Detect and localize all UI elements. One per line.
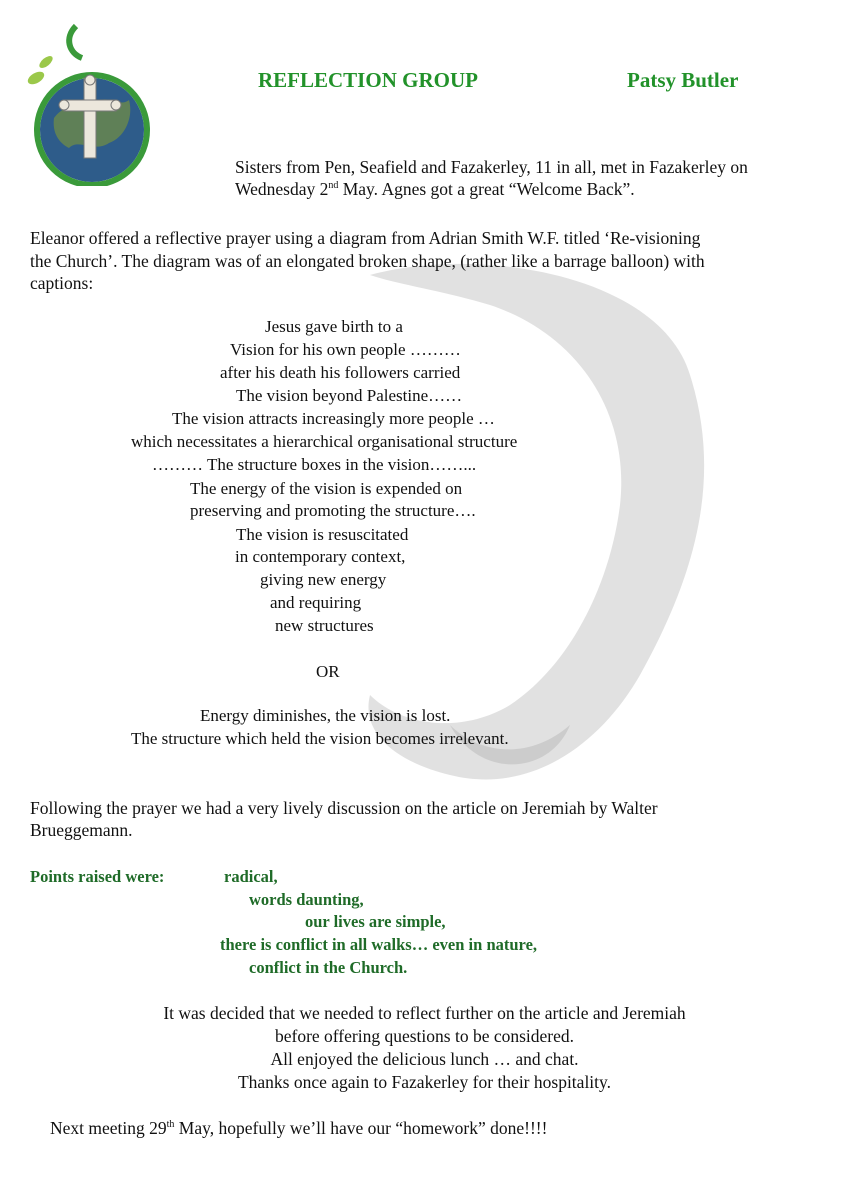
caption-line: Energy diminishes, the vision is lost. — [200, 706, 451, 725]
caption-or: OR — [316, 662, 340, 681]
caption-line: The energy of the vision is expended on — [190, 479, 463, 498]
caption-line: ……… The structure boxes in the vision……... — [152, 455, 477, 474]
prayer-intro-line-2: the Church’. The diagram was of an elongated broken shape, (rather like a barrage balloon) with — [30, 251, 705, 271]
caption-line: The vision attracts increasingly more people … — [172, 409, 495, 428]
caption-line: giving new energy — [260, 570, 387, 589]
next-meeting: Next meeting 29th May, hopefully we’ll have our “homework” done!!!! — [50, 1118, 548, 1138]
caption-line: and requiring — [270, 593, 362, 612]
page-title: REFLECTION GROUP — [258, 68, 478, 92]
caption-line: in contemporary context, — [235, 547, 406, 566]
caption-line: preserving and promoting the structure…. — [190, 501, 476, 520]
caption-line: The structure which held the vision becomes irrelevant. — [131, 729, 509, 748]
author-name: Patsy Butler — [627, 68, 739, 92]
discussion-line-1: Following the prayer we had a very lively discussion on the article on Jeremiah by Walter — [30, 798, 658, 818]
caption-line: Jesus gave birth to a — [265, 317, 403, 336]
prayer-intro-line-1: Eleanor offered a reflective prayer using a diagram from Adrian Smith W.F. titled ‘Re-visioning — [30, 228, 701, 248]
point-item: our lives are simple, — [305, 912, 446, 931]
discussion-line-2: Brueggemann. — [30, 820, 133, 840]
caption-line: after his death his followers carried — [220, 363, 461, 382]
intro-line-1: Sisters from Pen, Seafield and Fazakerley, 11 in all, met in Fazakerley on — [235, 157, 748, 177]
caption-line: The vision is resuscitated — [236, 525, 409, 544]
point-item: radical, — [224, 867, 278, 886]
point-item: words daunting, — [249, 890, 364, 909]
closing-line: Thanks once again to Fazakerley for their hospitality. — [237, 1072, 612, 1092]
point-item: there is conflict in all walks… even in nature, — [220, 935, 538, 954]
caption-line: The vision beyond Palestine…… — [236, 386, 463, 405]
formation-logo — [24, 18, 154, 186]
caption-line: new structures — [275, 616, 374, 635]
intro-line-2: Wednesday 2nd May. Agnes got a great “Welcome Back”. — [235, 179, 635, 199]
closing-line: before offering questions to be considered. — [274, 1026, 575, 1046]
caption-line: which necessitates a hierarchical organisational structure — [131, 432, 518, 451]
prayer-intro-line-3: captions: — [30, 273, 94, 293]
point-item: conflict in the Church. — [249, 958, 408, 977]
caption-line: Vision for his own people ……… — [230, 340, 461, 359]
closing-line: All enjoyed the delicious lunch … and chat. — [270, 1049, 579, 1069]
closing-line: It was decided that we needed to reflect further on the article and Jeremiah — [163, 1003, 686, 1023]
points-label: Points raised were: — [30, 867, 165, 886]
